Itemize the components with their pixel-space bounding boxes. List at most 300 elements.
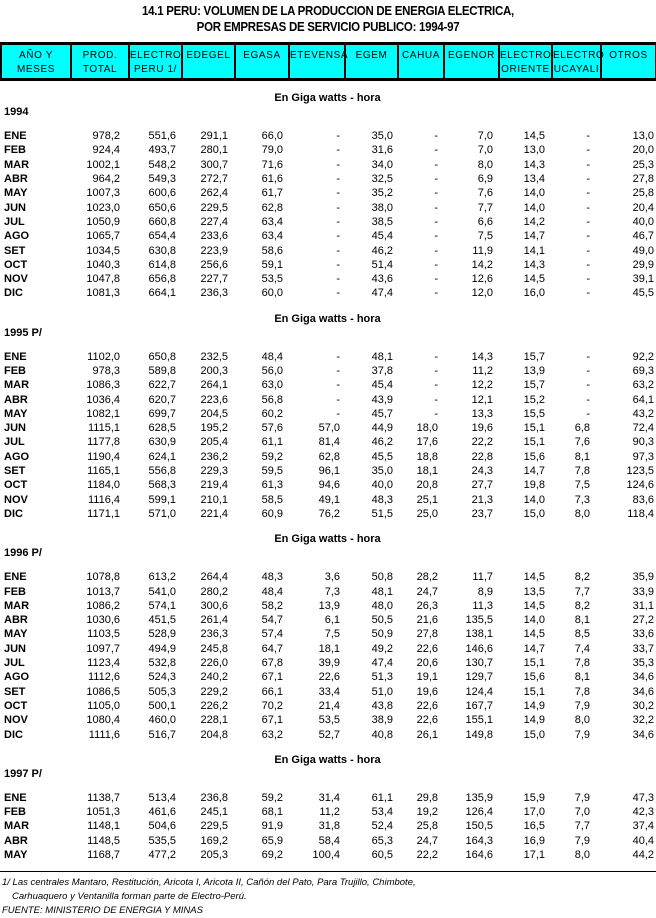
month-cell: AGO	[4, 230, 30, 243]
column-header-line: ORIENTE	[501, 64, 550, 75]
column-header-line	[183, 62, 234, 76]
value-cell: 493,7	[148, 144, 176, 157]
value-cell: 8,1	[574, 450, 590, 463]
column-header	[499, 44, 552, 80]
value-cell: -	[586, 244, 590, 257]
value-cell: 71,6	[261, 158, 283, 171]
value-cell: 135,5	[465, 614, 493, 627]
unit-label: En Giga watts - hora	[274, 92, 381, 104]
value-cell: 264,4	[200, 571, 228, 584]
value-cell: -	[434, 230, 438, 243]
value-cell: -	[434, 407, 438, 420]
value-cell: 541,0	[148, 585, 176, 598]
value-cell: 571,0	[148, 507, 176, 520]
value-cell: 21,6	[416, 614, 438, 627]
value-cell: 59,2	[261, 450, 283, 463]
value-cell: 37,4	[632, 820, 654, 833]
column-header-line: PERU 1/	[133, 64, 178, 75]
value-cell: 8,0	[574, 849, 590, 862]
table-row	[0, 493, 655, 507]
value-cell: 240,2	[200, 671, 228, 684]
value-cell: -	[586, 144, 590, 157]
value-cell: 67,8	[261, 657, 283, 670]
value-cell: 62,8	[318, 450, 340, 463]
column-header	[444, 44, 499, 80]
month-cell: ABR	[4, 834, 28, 847]
value-cell: 61,3	[261, 479, 283, 492]
year-table	[0, 129, 655, 301]
value-cell: 549,3	[148, 173, 176, 186]
month-cell: MAY	[4, 187, 28, 200]
month-cell: FEB	[4, 806, 26, 819]
value-cell: 17,1	[523, 849, 545, 862]
value-cell: -	[586, 158, 590, 171]
value-cell: 650,6	[148, 201, 176, 214]
value-cell: 123,5	[626, 465, 654, 478]
table-row	[0, 685, 655, 699]
column-header-line: EGEM	[355, 50, 388, 61]
value-cell: 15,6	[523, 671, 545, 684]
column-header	[398, 44, 444, 80]
value-cell: 1081,3	[86, 287, 120, 300]
value-cell: 1112,6	[87, 671, 120, 684]
value-cell: 64,1	[632, 393, 654, 406]
value-cell: 22,6	[416, 699, 438, 712]
value-cell: 18,1	[416, 465, 438, 478]
value-cell: 27,8	[416, 628, 438, 641]
table-row	[0, 834, 655, 848]
value-cell: 504,6	[148, 820, 176, 833]
value-cell: 23,7	[471, 507, 493, 520]
value-cell: -	[336, 273, 340, 286]
month-cell: SET	[4, 244, 26, 257]
value-cell: 7,5	[324, 628, 340, 641]
value-cell: 25,3	[632, 158, 654, 171]
value-cell: -	[586, 273, 590, 286]
footnotes	[2, 876, 416, 918]
value-cell: 14,5	[523, 273, 545, 286]
month-cell: OCT	[4, 479, 28, 492]
value-cell: 1034,5	[86, 244, 120, 257]
value-cell: 19,8	[523, 479, 545, 492]
value-cell: 64,7	[261, 642, 283, 655]
value-cell: -	[586, 258, 590, 271]
value-cell: 1171,1	[87, 507, 120, 520]
table-row	[0, 613, 655, 627]
value-cell: 205,4	[200, 436, 228, 449]
value-cell: 8,0	[574, 714, 590, 727]
value-cell: 31,6	[371, 144, 393, 157]
value-cell: 51,3	[371, 671, 393, 684]
value-cell: 14,2	[471, 258, 493, 271]
table-row	[0, 129, 655, 143]
value-cell: 226,0	[200, 657, 228, 670]
value-cell: 460,0	[148, 714, 176, 727]
value-cell: 7,9	[574, 834, 590, 847]
value-cell: 6,6	[477, 215, 493, 228]
column-header-line: EDEGEL	[186, 50, 231, 61]
title-line-1: 14.1 PERU: VOLUMEN DE LA PRODUCCION DE ENERGIA ELECTRICA,	[142, 4, 514, 18]
value-cell: 1023,0	[86, 201, 120, 214]
table-row	[0, 599, 655, 613]
value-cell: 17,6	[416, 436, 438, 449]
year-table	[0, 570, 655, 742]
table-row	[0, 143, 655, 157]
value-cell: 25,8	[416, 820, 438, 833]
footnote-1: 1/ Las centrales Mantaro, Restitución, Aricota I, Aricota II, Cañón del Pato, Para Trujillo, Chimbote,	[2, 877, 416, 888]
value-cell: -	[586, 379, 590, 392]
value-cell: 28,2	[416, 571, 438, 584]
value-cell: 15,7	[523, 350, 545, 363]
value-cell: 16,5	[523, 820, 545, 833]
month-cell: FEB	[4, 144, 26, 157]
value-cell: 630,8	[148, 244, 176, 257]
value-cell: 8,0	[477, 158, 493, 171]
value-cell: 63,0	[261, 379, 283, 392]
value-cell: 45,5	[632, 287, 654, 300]
value-cell: 15,9	[523, 791, 545, 804]
column-header-line: AÑO Y	[19, 50, 53, 61]
value-cell: 61,6	[261, 173, 283, 186]
month-cell: OCT	[4, 258, 28, 271]
value-cell: 33,4	[318, 685, 340, 698]
table-row	[0, 229, 655, 243]
value-cell: 54,7	[261, 614, 283, 627]
value-cell: 27,2	[632, 614, 654, 627]
value-cell: 138,1	[465, 628, 493, 641]
unit-label: En Giga watts - hora	[274, 753, 381, 766]
value-cell: 1080,4	[86, 714, 120, 727]
value-cell: 65,3	[371, 834, 393, 847]
value-cell: -	[434, 287, 438, 300]
table-header	[0, 42, 656, 81]
value-cell: 164,6	[465, 849, 493, 862]
value-cell: 72,4	[632, 422, 654, 435]
value-cell: 26,1	[416, 728, 438, 741]
table-row	[0, 507, 655, 521]
value-cell: 1086,3	[86, 379, 120, 392]
month-cell: MAY	[4, 407, 28, 420]
value-cell: 461,6	[148, 806, 176, 819]
value-cell: 7,7	[574, 820, 590, 833]
value-cell: 12,6	[471, 273, 493, 286]
table-row	[0, 656, 655, 670]
column-header-line: ETEVENSA	[290, 50, 349, 61]
value-cell: -	[336, 144, 340, 157]
value-cell: 599,1	[148, 493, 176, 506]
month-cell: MAR	[4, 599, 30, 612]
value-cell: 1184,0	[87, 479, 120, 492]
value-cell: 15,5	[523, 407, 545, 420]
value-cell: -	[336, 258, 340, 271]
value-cell: 46,2	[371, 436, 393, 449]
value-cell: 14,5	[523, 130, 545, 143]
table-row	[0, 713, 655, 727]
value-cell: 204,5	[200, 407, 228, 420]
table-row	[0, 450, 655, 464]
value-cell: 63,4	[261, 230, 283, 243]
value-cell: 1123,4	[87, 657, 120, 670]
value-cell: 129,7	[465, 671, 493, 684]
value-cell: 228,1	[200, 714, 228, 727]
year-table	[0, 791, 655, 862]
column-header-line: ELECTRO	[553, 50, 605, 61]
value-cell: 14,1	[523, 244, 545, 257]
value-cell: 8,2	[574, 571, 590, 584]
value-cell: 146,6	[465, 642, 493, 655]
table-row	[0, 570, 655, 584]
value-cell: 494,9	[148, 642, 176, 655]
value-cell: 1051,3	[86, 806, 120, 819]
value-cell: 149,8	[465, 728, 493, 741]
month-cell: JUN	[4, 201, 27, 214]
value-cell: 15,0	[523, 507, 545, 520]
value-cell: 229,5	[200, 201, 228, 214]
value-cell: -	[434, 393, 438, 406]
value-cell: 500,1	[148, 699, 176, 712]
value-cell: 524,3	[148, 671, 176, 684]
value-cell: -	[336, 244, 340, 257]
value-cell: 24,7	[416, 834, 438, 847]
value-cell: 60,2	[261, 407, 283, 420]
value-cell: 20,8	[416, 479, 438, 492]
value-cell: 14,0	[523, 187, 545, 200]
value-cell: 56,0	[261, 365, 283, 377]
value-cell: 1138,7	[87, 791, 120, 804]
column-header	[182, 44, 235, 80]
value-cell: 35,0	[371, 465, 393, 478]
month-cell: MAR	[4, 379, 30, 392]
month-cell: ABR	[4, 393, 28, 406]
value-cell: 1050,9	[86, 215, 120, 228]
value-cell: -	[586, 130, 590, 143]
value-cell: 45,4	[371, 230, 393, 243]
value-cell: 48,0	[371, 599, 393, 612]
value-cell: 11,2	[472, 365, 493, 377]
value-cell: 40,0	[632, 215, 654, 228]
column-header	[289, 44, 349, 80]
value-cell: 7,5	[574, 479, 590, 492]
table-row	[0, 215, 655, 229]
value-cell: 52,7	[318, 728, 340, 741]
value-cell: 13,9	[318, 599, 340, 612]
value-cell: 57,0	[318, 422, 340, 435]
month-cell: FEB	[4, 365, 26, 377]
value-cell: 34,6	[632, 671, 654, 684]
value-cell: 699,7	[148, 407, 176, 420]
value-cell: 94,6	[318, 479, 340, 492]
month-cell: OCT	[4, 699, 28, 712]
value-cell: -	[434, 379, 438, 392]
value-cell: 63,2	[261, 728, 283, 741]
value-cell: 8,9	[477, 585, 493, 598]
value-cell: 1105,0	[87, 699, 120, 712]
value-cell: -	[336, 230, 340, 243]
value-cell: 47,4	[371, 287, 393, 300]
value-cell: 262,4	[200, 187, 228, 200]
value-cell: 8,5	[574, 628, 590, 641]
value-cell: 210,1	[200, 493, 228, 506]
month-cell: JUN	[4, 422, 27, 435]
value-cell: 50,9	[371, 628, 393, 641]
value-cell: 40,8	[371, 728, 393, 741]
value-cell: 223,6	[200, 393, 228, 406]
value-cell: 90,3	[632, 436, 654, 449]
table-row	[0, 350, 655, 364]
value-cell: 39,1	[632, 273, 654, 286]
value-cell: 35,9	[632, 571, 654, 584]
value-cell: 1097,7	[86, 642, 120, 655]
month-cell: JUL	[4, 657, 25, 670]
value-cell: 97,3	[632, 450, 654, 463]
value-cell: 130,7	[465, 657, 493, 670]
value-cell: 14,7	[523, 642, 545, 655]
value-cell: 664,1	[148, 287, 176, 300]
value-cell: 43,2	[632, 407, 654, 420]
value-cell: -	[586, 173, 590, 186]
value-cell: 14,9	[523, 714, 545, 727]
value-cell: 19,6	[471, 422, 493, 435]
value-cell: -	[586, 365, 590, 377]
value-cell: 7,7	[574, 585, 590, 598]
value-cell: 15,1	[523, 422, 545, 435]
value-cell: 48,3	[371, 493, 393, 506]
value-cell: 1111,6	[88, 728, 120, 741]
value-cell: 40,4	[632, 834, 654, 847]
value-cell: 49,1	[318, 493, 340, 506]
value-cell: 69,3	[632, 365, 654, 377]
value-cell: 528,9	[148, 628, 176, 641]
value-cell: 48,3	[261, 571, 283, 584]
value-cell: 91,9	[261, 820, 283, 833]
value-cell: 14,3	[523, 258, 545, 271]
value-cell: 81,4	[318, 436, 340, 449]
table-row	[0, 848, 655, 862]
table-row	[0, 464, 655, 478]
column-header-line	[399, 62, 443, 76]
column-header-line	[445, 62, 498, 76]
month-cell: MAR	[4, 820, 30, 833]
value-cell: 13,4	[523, 173, 545, 186]
value-cell: 14,7	[523, 465, 545, 478]
value-cell: 6,1	[324, 614, 340, 627]
value-cell: 3,6	[324, 571, 340, 584]
year-table	[0, 350, 655, 522]
value-cell: 34,6	[632, 685, 654, 698]
value-cell: 624,1	[148, 450, 176, 463]
table-row	[0, 435, 655, 449]
column-header-line: TOTAL	[82, 64, 118, 75]
column-header-line: MESES	[16, 64, 55, 75]
table-row	[0, 286, 655, 300]
value-cell: 19,2	[416, 806, 438, 819]
year-label: 1995 P/	[4, 326, 42, 339]
column-header-line: UCAYALI	[553, 64, 600, 75]
value-cell: 7,0	[477, 130, 493, 143]
value-cell: 92,2	[632, 350, 654, 363]
value-cell: 58,6	[261, 244, 283, 257]
table-row	[0, 272, 655, 286]
value-cell: 551,6	[148, 130, 176, 143]
column-header-line	[290, 62, 344, 76]
value-cell: 15,1	[523, 685, 545, 698]
value-cell: 660,8	[148, 215, 176, 228]
value-cell: 33,6	[632, 628, 654, 641]
value-cell: 69,2	[261, 849, 283, 862]
value-cell: 20,0	[632, 144, 654, 157]
value-cell: -	[434, 187, 438, 200]
value-cell: 150,5	[465, 820, 493, 833]
value-cell: 1030,6	[86, 614, 120, 627]
value-cell: 53,5	[318, 714, 340, 727]
value-cell: 451,5	[148, 614, 176, 627]
value-cell: 229,3	[200, 465, 228, 478]
value-cell: 12,1	[471, 393, 493, 406]
value-cell: 57,6	[261, 422, 283, 435]
value-cell: -	[336, 379, 340, 392]
value-cell: -	[586, 407, 590, 420]
value-cell: 1078,8	[86, 571, 120, 584]
value-cell: 1013,7	[86, 585, 120, 598]
value-cell: 7,9	[574, 699, 590, 712]
value-cell: 100,4	[312, 849, 340, 862]
value-cell: 15,2	[523, 393, 545, 406]
value-cell: 164,3	[465, 834, 493, 847]
value-cell: 7,4	[574, 642, 590, 655]
value-cell: 1036,4	[86, 393, 120, 406]
value-cell: 39,9	[318, 657, 340, 670]
value-cell: 50,8	[371, 571, 393, 584]
page-title	[26, 3, 630, 35]
column-header	[235, 44, 289, 80]
month-cell: NOV	[4, 273, 28, 286]
value-cell: 229,2	[200, 685, 228, 698]
month-cell: ABR	[4, 173, 28, 186]
value-cell: 261,4	[200, 614, 228, 627]
value-cell: 63,2	[632, 379, 654, 392]
value-cell: 516,7	[148, 728, 176, 741]
value-cell: 24,7	[416, 585, 438, 598]
value-cell: 53,4	[371, 806, 393, 819]
value-cell: 8,2	[574, 599, 590, 612]
value-cell: 32,5	[371, 173, 393, 186]
table-row	[0, 407, 655, 421]
value-cell: 236,2	[200, 450, 228, 463]
value-cell: 6,8	[574, 422, 590, 435]
value-cell: 126,4	[465, 806, 493, 819]
month-cell: DIC	[4, 728, 23, 741]
value-cell: 22,6	[416, 714, 438, 727]
value-cell: -	[586, 287, 590, 300]
value-cell: 1002,1	[86, 158, 120, 171]
value-cell: 68,1	[261, 806, 283, 819]
value-cell: 14,0	[523, 614, 545, 627]
value-cell: 34,0	[371, 158, 393, 171]
unit-label: En Giga watts - hora	[274, 533, 381, 546]
value-cell: 548,2	[148, 158, 176, 171]
month-cell: ENE	[4, 350, 27, 363]
value-cell: 1040,3	[86, 258, 120, 271]
value-cell: 45,5	[371, 450, 393, 463]
value-cell: 568,3	[148, 479, 176, 492]
value-cell: 66,1	[261, 685, 283, 698]
value-cell: 24,3	[471, 465, 493, 478]
value-cell: 42,3	[632, 806, 654, 819]
value-cell: 83,6	[632, 493, 654, 506]
value-cell: 118,4	[627, 507, 654, 520]
value-cell: 1190,4	[87, 450, 120, 463]
year-label: 1994	[4, 106, 29, 118]
